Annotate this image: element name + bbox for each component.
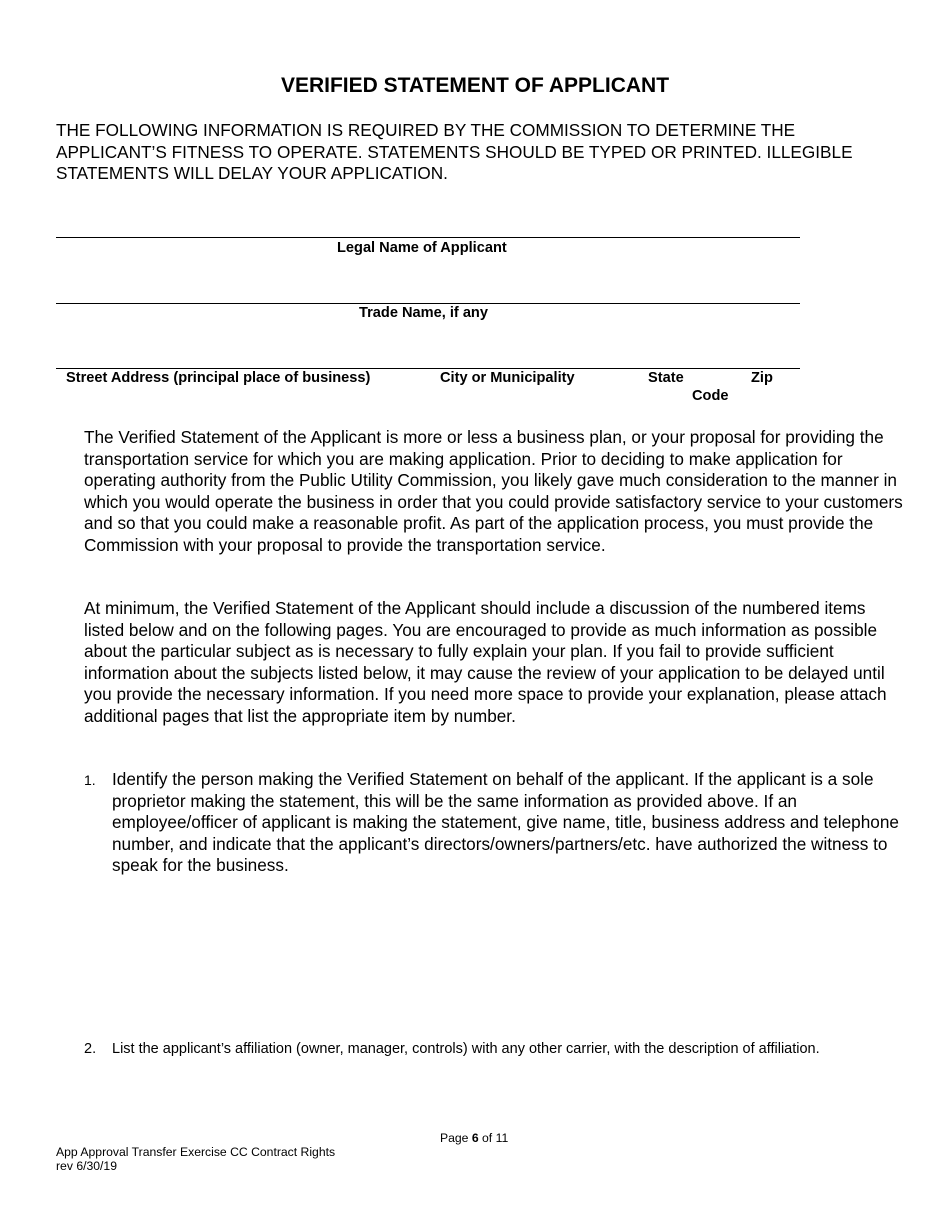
paragraph-business-plan: The Verified Statement of the Applicant is more or less a business plan, or your proposal for providing the transportation service for which you are making application. Prior to deciding to make application for operating authority from the Public Utility Commission, you likely gave much consideration to the manner in which you would operate the business in order that you could provide satisfactory service to your customers and so that you could make a reasonable profit. As part of the application process, you must provide the Commission with your proposal to provide the transportation service. bbox=[84, 427, 903, 555]
item-2-number: 2. bbox=[84, 1041, 97, 1057]
legal-name-line[interactable] bbox=[56, 237, 800, 238]
item-1-number: 1. bbox=[84, 772, 96, 788]
revision-date: rev 6/30/19 bbox=[56, 1159, 117, 1173]
zip-label: Zip bbox=[751, 370, 773, 386]
address-line[interactable] bbox=[56, 368, 800, 369]
paragraph-minimum-requirements: At minimum, the Verified Statement of the Applicant should include a discussion of the numbered items listed below and on the following pages. You are encouraged to provide as much information as possible about the particular subject as is necessary to fully explain your plan. If you fail to provide sufficient information about the subjects listed below, it may cause the review of your application to be delayed until you provide the necessary information. If you need more space to provide your explanation, please attach additional pages that list the appropriate item by number. bbox=[84, 598, 887, 726]
trade-name-label: Trade Name, if any bbox=[359, 305, 488, 321]
legal-name-label: Legal Name of Applicant bbox=[337, 240, 507, 256]
page-current: 6 bbox=[471, 1131, 479, 1145]
state-label: State bbox=[648, 370, 684, 386]
page-title: VERIFIED STATEMENT OF APPLICANT bbox=[280, 74, 670, 97]
page-total: 11 bbox=[495, 1131, 509, 1145]
item-1-text: Identify the person making the Verified Statement on behalf of the applicant. If the applicant is a sole proprietor making the statement, this will be the same information as provided above. If an employee/officer of applicant is making the statement, give name, title, business address and telephone number, and indicate that the applicant’s directors/owners/partners/etc. have authorized the witness to speak for the business. bbox=[112, 769, 899, 875]
street-address-label: Street Address (principal place of business) bbox=[66, 370, 371, 386]
trade-name-line[interactable] bbox=[56, 303, 800, 304]
form-name: App Approval Transfer Exercise CC Contract Rights bbox=[56, 1145, 336, 1159]
item-2-text: List the applicant’s affiliation (owner, manager, controls) with any other carrier, with the description of affiliation. bbox=[112, 1041, 820, 1057]
city-label: City or Municipality bbox=[440, 370, 575, 386]
page-number bbox=[440, 1131, 508, 1145]
page-of: of bbox=[482, 1131, 493, 1145]
page-prefix: Page bbox=[440, 1131, 469, 1145]
item-1-answer-space[interactable] bbox=[112, 885, 892, 1025]
zip-code-label: Code bbox=[692, 388, 729, 404]
intro-instructions: THE FOLLOWING INFORMATION IS REQUIRED BY THE COMMISSION TO DETERMINE THE APPLICANT’S FITNESS TO OPERATE. STATEMENTS SHOULD BE TYPED OR PRINTED. ILLEGIBLE STATEMENTS WILL DELAY YOUR APPLICATION. bbox=[56, 120, 853, 183]
